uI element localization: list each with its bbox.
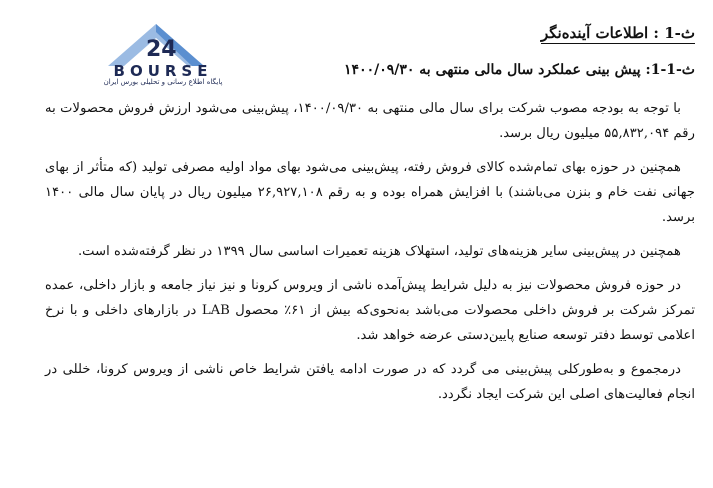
logo-subtitle: پایگاه اطلاع رسانی و تحلیلی بورس ایران [103, 78, 223, 86]
paragraph-sales-forecast: با توجه به بودجه مصوب شرکت برای سال مالی منتهی به ۱۴۰۰/۰۹/۳۰، پیش‌بینی می‌شود ارزش فروش محصولات به رقم ۵۵,۸۳۲,۰۹۴ میلیون ریال برسد. [45, 101, 695, 141]
paragraph-domestic-sales: در حوزه فروش محصولات نیز به دلیل شرایط پیش‌آمده ناشی از ویروس کرونا و نیز نیاز جامعه و بازار داخلی، عمده تمرکز شرکت بر فروش داخلی محصولات می‌باشد به‌نحوی‌که بیش از ۶۱٪ محصول LAB در بازارهای داخلی و با نرخ اعلامی توسط دفتر توسعه صنایع پایین‌دستی عرضه خواهد شد. [45, 278, 695, 343]
section-title-text: ث-1 : اطلاعات آینده‌نگر [540, 24, 695, 42]
paragraph-raw-material-cost: همچنین در حوزه بهای تمام‌شده کالای فروش رفته، پیش‌بینی می‌شود بهای مواد اولیه مصرفی تولید (که متأثر از بهای جهانی نفت خام و بنزن می‌باشند) با افزایش همراه بوده و به رقم ۲۶,۹۲۷,۱۰۸ میلیون ریال در پایان سال مالی ۱۴۰۰ برسد. [45, 160, 695, 225]
logo-wordmark: BOURSE [113, 62, 213, 80]
bourse-logo-mark [88, 18, 238, 80]
document-body [45, 96, 695, 416]
bourse-logo [88, 18, 238, 88]
paragraph-production-costs: همچنین در پیش‌بینی سایر هزینه‌های تولید، استهلاک هزینه تعمیرات اساسی سال ۱۳۹۹ در نظر گرفته‌شده است. [77, 244, 681, 259]
logo-number: 24 [146, 37, 177, 62]
paragraph-conclusion: درمجموع و به‌طورکلی پیش‌بینی می گردد که در صورت ادامه یافتن شرایط خاص ناشی از ویروس کرونا، خللی در انجام فعالیت‌های اصلی این شرکت ایجاد نگردد. [45, 362, 695, 402]
subsection-title: ث-1-1: پیش بینی عملکرد سال مالی منتهی به ۱۴۰۰/۰۹/۳۰ [344, 62, 695, 78]
section-title [541, 24, 695, 42]
